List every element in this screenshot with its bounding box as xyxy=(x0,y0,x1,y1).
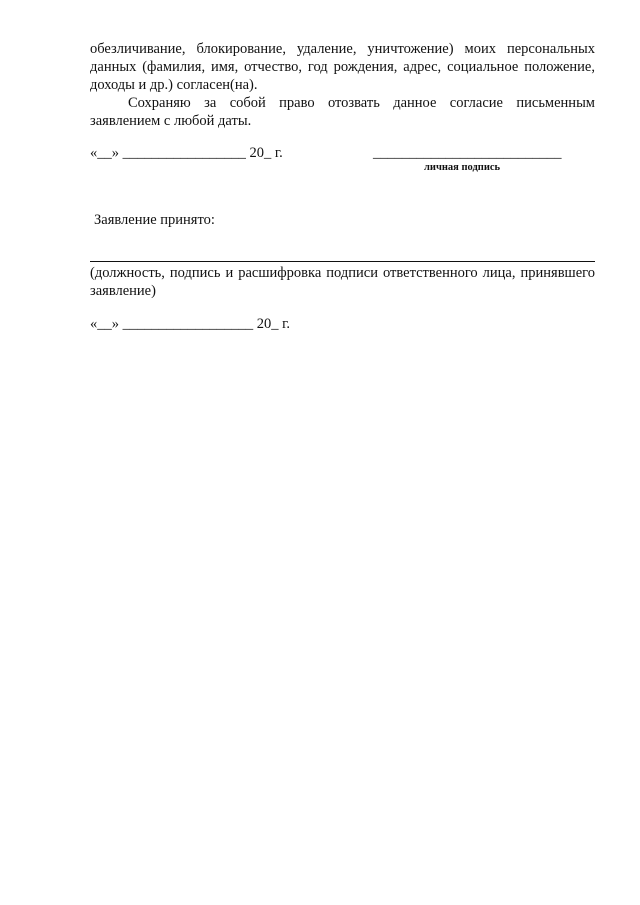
signature-line: __________________________ xyxy=(373,145,562,161)
received-label: Заявление принято: xyxy=(94,212,215,228)
revocation-paragraph: Сохраняю за собой право отозвать данное согласие письменным заявлением с любой даты. xyxy=(90,95,595,129)
official-caption: (должность, подпись и расшифровка подписи ответственного лица, принявшего заявление) xyxy=(90,265,595,299)
official-signature-rule xyxy=(90,261,595,262)
consent-paragraph: обезличивание, блокирование, удаление, уничтожение) моих персональных данных (фамилия, имя, отчество, год рождения, адрес, социальное положение, доходы и др.) согласен(на). xyxy=(90,41,595,93)
applicant-date-line: «__» _________________ 20_ г. xyxy=(90,145,283,161)
official-date-line: «__» __________________ 20_ г. xyxy=(90,316,291,332)
signature-caption: личная подпись xyxy=(424,162,501,173)
